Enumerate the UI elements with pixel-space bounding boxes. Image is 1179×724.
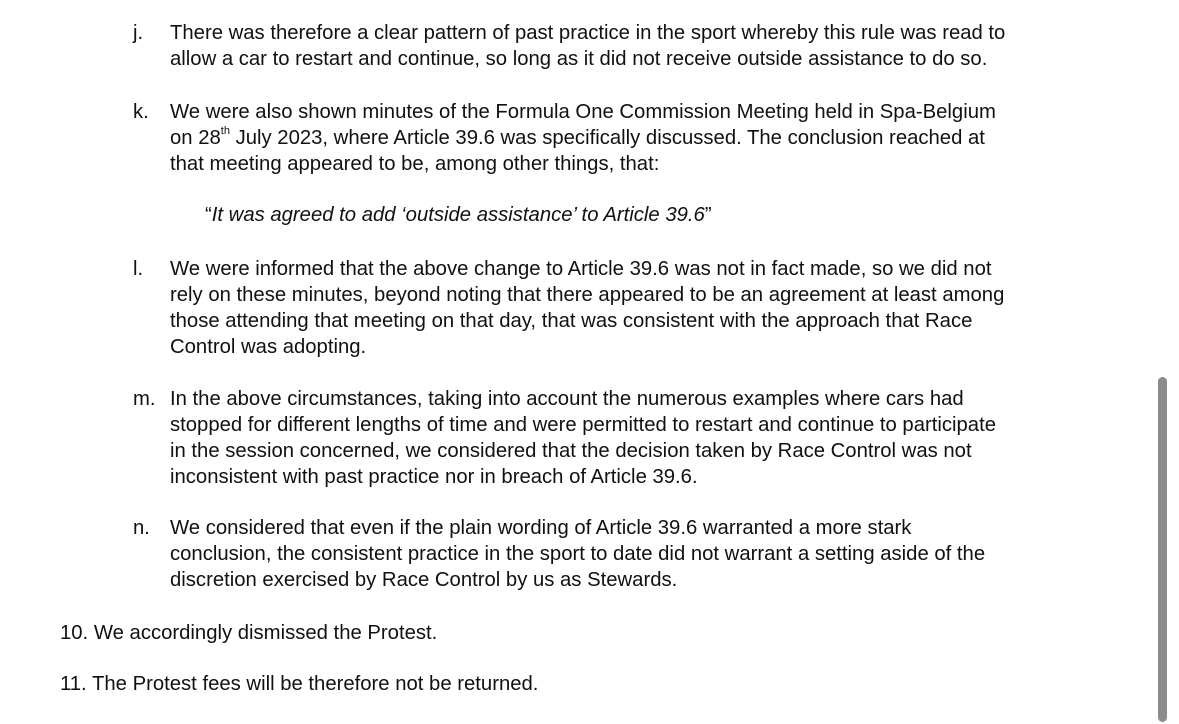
text-line: We considered that even if the plain wording of Article 39.6 warranted a more stark xyxy=(170,517,912,539)
text-line: inconsistent with past practice nor in breach of Article 39.6. xyxy=(170,466,698,488)
text-line: stopped for different lengths of time and were permitted to restart and continue to participate xyxy=(170,414,997,436)
text-line: We were informed that the above change to Article 39.6 was not in fact made, so we did not xyxy=(170,258,992,280)
text-line: In the above circumstances, taking into account the numerous examples where cars had xyxy=(170,388,964,410)
item-marker: k. xyxy=(133,101,149,123)
quote-text: It was agreed to add ‘outside assistance’ to Article 39.6 xyxy=(211,204,705,226)
text-line: discretion exercised by Race Control by us as Stewards. xyxy=(170,569,678,591)
item-text xyxy=(170,515,1130,593)
ordinal-superscript: th xyxy=(220,125,230,138)
numbered-paragraph-11 xyxy=(60,671,538,697)
vertical-scrollbar-thumb[interactable] xyxy=(1158,377,1167,722)
paragraph-text: We accordingly dismissed the Protest. xyxy=(93,622,438,644)
text-line: allow a car to restart and continue, so long as it did not receive outside assistance to do so. xyxy=(170,48,988,70)
text-line: We were also shown minutes of the Formula One Commission Meeting held in Spa-Belgium xyxy=(170,101,996,123)
text-line: that meeting appeared to be, among other things, that: xyxy=(170,153,660,175)
item-text xyxy=(170,386,1130,490)
date-day: on 28 xyxy=(170,127,221,149)
numbered-paragraph-10 xyxy=(60,620,437,646)
paragraph-number: 11. xyxy=(60,673,87,695)
item-text xyxy=(170,99,1130,177)
item-marker: n. xyxy=(133,517,150,539)
text-line: rely on these minutes, beyond noting that there appeared to be an agreement at least among xyxy=(170,284,1005,306)
item-text xyxy=(170,256,1130,360)
item-marker: l. xyxy=(133,258,144,280)
text-line: Control was adopting. xyxy=(170,336,367,358)
text-line: those attending that meeting on that day, that was consistent with the approach that Race xyxy=(170,310,973,332)
text-line: conclusion, the consistent practice in the sport to date did not warrant a setting aside of the xyxy=(170,543,986,565)
text-line xyxy=(170,125,1130,151)
text-line: There was therefore a clear pattern of past practice in the sport whereby this rule was read to xyxy=(170,22,1006,44)
paragraph-text: The Protest fees will be therefore not be returned. xyxy=(91,673,539,695)
quote-close-mark: ” xyxy=(704,204,712,226)
item-marker: m. xyxy=(133,388,156,410)
block-quote xyxy=(205,202,712,228)
text-line: in the session concerned, we considered that the decision taken by Race Control was not xyxy=(170,440,972,462)
paragraph-number: 10. xyxy=(60,622,89,644)
text-line-rest: July 2023, where Article 39.6 was specifically discussed. The conclusion reached at xyxy=(235,127,985,149)
item-text xyxy=(170,20,1130,72)
item-marker: j. xyxy=(133,22,144,44)
quote-open-mark: “ xyxy=(205,204,212,226)
